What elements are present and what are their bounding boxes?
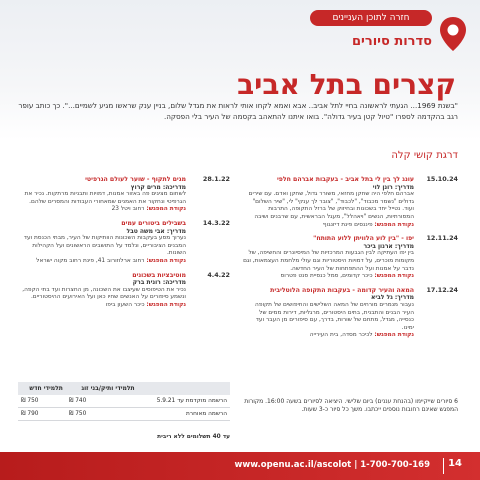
difficulty-level: דרגת קושי קלה <box>391 150 458 161</box>
tour-item <box>243 235 458 281</box>
tour-guide: מדריך: רונן לוי <box>372 183 414 191</box>
tour-meeting-point <box>18 206 186 214</box>
tour-title: המאה והעיר קדומה - בעקבות התקופה הלוטליבית <box>270 286 414 294</box>
tour-date: 28.1.22 <box>202 175 230 183</box>
tour-item <box>243 287 458 340</box>
tour-meeting-point <box>243 273 414 281</box>
meeting-value: רחוב ארלוזורוב 41, פינת רחוב מקוה ישראל <box>36 257 145 264</box>
tour-title: מגים לתקוף - שוער לעולם הגרפיטי <box>85 176 186 183</box>
tour-description: לשחום מציגים פה באזור אמנות, דמויות ותבניות מרתקות. נכיר את הגרפיטי ונחקור את האמנים שמאחורי העבודות והמסרים שלהם. <box>24 191 186 205</box>
tour-title: יפו - "בין לוע הלוויתן ללוע התותח" <box>313 235 414 243</box>
tour-item <box>18 176 230 214</box>
footer-bar <box>0 452 480 480</box>
pricing-value: 750 ₪ <box>18 395 66 408</box>
map-pin-icon <box>438 16 468 52</box>
tour-description: נכיר את הטיפוסים שעיצבו את השכונה, מן החצרות ועד בתי הקפה, ונשמע סיפורים על האנשים שחיו כאן ועל האירועים ההיסטוריים. <box>22 286 186 301</box>
footer-contact-link[interactable]: www.openu.ac.il/ascolot | 1-700-700-169 <box>234 460 430 470</box>
meeting-label: נקודת המפגש: <box>374 221 414 228</box>
meeting-label: נקודת המפגש: <box>146 301 186 308</box>
page-title: קצרים בתל אביב <box>237 68 456 101</box>
tours-column-right <box>243 176 458 346</box>
tour-guide: מדריכה: רונית ברק <box>132 279 186 287</box>
tour-description: בין יפו העתיקה לבין הגבעות המרכזיות של המיסיונרים והחשיפה, של מקומות מוכרים, על דמויות היסטוריות וגם עולי מלחמת העצמאות, וגם נדבר על אמנות ועל ההתפתחות של העיר החדשה. <box>243 250 414 272</box>
meeting-value: פיננסים פינת דיזנגוף <box>322 221 373 228</box>
pricing-value: 740 ₪ <box>66 395 138 408</box>
tour-item <box>18 272 230 310</box>
meeting-label: נקודת המפגש: <box>146 206 186 213</box>
tour-date: 12.11.24 <box>426 234 458 243</box>
tour-description: נעבור מנמרים מורחים של המאה השלישים והחיפושים של תקופה העיר הבנים והתבנית, בתים היסטורים, מרגליות, דירות ממים של כנסייה, מגדל, מתחם של שורות, בדרך, עם סיפורים מן העבר ועד ימינו. <box>255 301 414 331</box>
tour-meeting-point <box>243 222 414 230</box>
pricing-table <box>18 382 230 421</box>
pricing-header-row <box>18 382 230 395</box>
meeting-value: כיכר השעון ביפו <box>105 301 145 308</box>
pricing-value: 790 ₪ <box>18 408 66 421</box>
tour-date: 4.4.22 <box>207 270 230 279</box>
page-number: 14 <box>448 458 462 469</box>
tour-guide: מדריך: גל לביא <box>370 294 414 302</box>
tours-column-left <box>18 176 230 316</box>
intro-text: "בשנת 1969... הגעתי לראשונה בחיי לתל אביב.. אבא ואמא לקחו אותי לראות את מגדל שלום, בניין ענק שראשו מגיע לשמיים...". כך כותב עופר רגב בהקדמה לספרו "טיול קטן בעיר גדולה". בואו איתנו להתאהב בקסמה של העיר בלי הפסקה. <box>18 101 458 121</box>
pricing-note: עד 40 תשלומים ללא ריבית <box>157 434 230 440</box>
pricing-row <box>18 408 230 421</box>
tour-date: 17.12.24 <box>426 285 458 294</box>
meeting-value: רחוב ויטל 23 <box>111 206 145 213</box>
meeting-value: לכיכר מסדה, בית העירייה <box>309 332 373 339</box>
tour-item <box>243 176 458 229</box>
tour-guide: מדריכה: מרים קרוץ <box>130 183 186 191</box>
pricing-header: תלמידי ותיק/בני זוג <box>66 382 138 395</box>
series-note: 6 סיורים שייקיימו (בהנחת עננים) ביום שלישי. היציאה לסיורים בשעה 16:00. מקורות המפגש שאינם רחובות נוספים ייכתבו. משך כל סיור כ-3 שעות. <box>244 398 458 413</box>
pricing-label: הרשמה מאוחרת <box>138 408 230 421</box>
tour-title: בשבילים ביטורים עמים <box>121 219 186 227</box>
pricing-value: 750 ₪ <box>66 408 138 421</box>
tour-guide: מדריך: ארנון ביכר <box>363 242 414 250</box>
series-title: סדרות סיורים <box>351 34 432 49</box>
tour-meeting-point <box>18 302 186 310</box>
meeting-label: נקודת המפגש: <box>374 273 414 280</box>
pricing-row <box>18 395 230 408</box>
pricing-label: הרשמה מוקדמת עד 5.9.21 <box>138 395 230 408</box>
pricing-header <box>138 382 230 395</box>
tour-item <box>18 220 230 266</box>
meeting-value: כיכר קדומים, סמל כנסיית סנט פטרוס <box>280 273 373 280</box>
tour-description: נערוך מסע בעקבות השכונות הוותיקות של העיר, מבתי הכנסת ועד המבנים הציבוריים, ונלמד על התושבים הראשונים ועל הקהילות השונות. <box>23 235 186 257</box>
tour-date: 14.3.22 <box>202 218 230 227</box>
tour-title: עונג לך בין לי בתל אביב - בעקבות אברהם חלפי <box>276 176 414 183</box>
pricing-header: תלמידי חדש <box>18 382 66 395</box>
meeting-label: נקודת המפגש: <box>374 332 414 339</box>
tour-date: 15.10.24 <box>426 175 458 183</box>
tour-meeting-point <box>18 258 186 266</box>
tour-meeting-point <box>243 332 414 340</box>
tour-description: אברהם חלפי היה שחקן מחזאי, משורר גדול, שחקן ואדם. עם שירים גדולים "נשמר מכבוד", "לכבוד", "צובר לך ענקי" לי, "שיר השלום" ועוד. נטייל יחד בשכונות ובחיזוק של ברזל התקופה, התרבות המסורתיות, הנשים "ויאהלל", מעגל הבראשית, עם שרבנים ושיבה <box>248 191 414 220</box>
tour-title: מוטיבציות בשכונים <box>132 271 186 279</box>
tour-guide: מדריך: אבי משה טבל <box>126 227 186 235</box>
back-to-toc-button[interactable]: חזרה לתוכן העניינים <box>310 10 432 26</box>
footer-divider <box>443 458 444 474</box>
meeting-label: נקודת המפגש: <box>146 257 186 264</box>
